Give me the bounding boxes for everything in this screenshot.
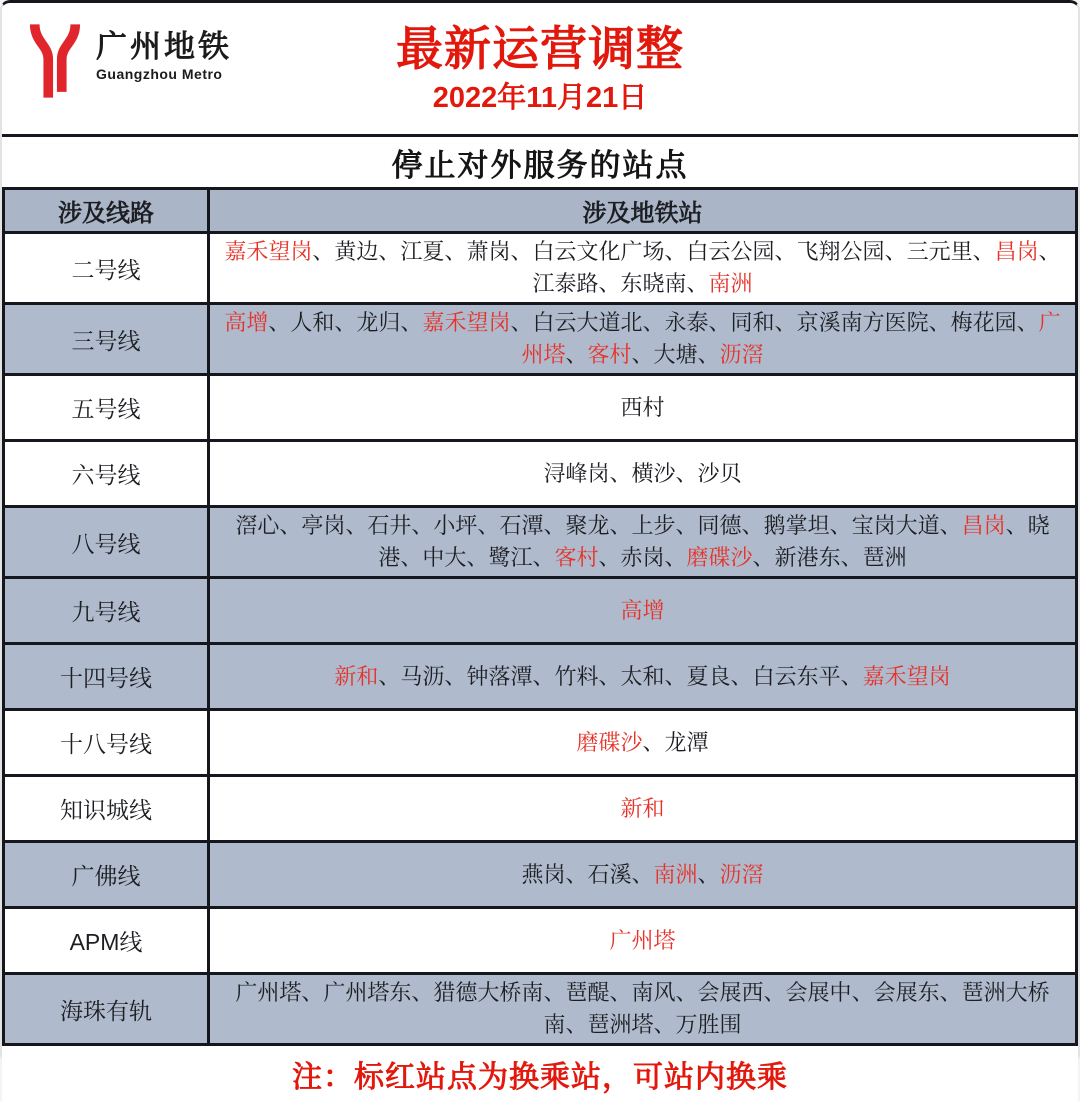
station-name: 白云文化广场 <box>532 239 665 264</box>
station-name: 人和 <box>290 310 335 335</box>
station-name: 中大 <box>422 545 467 570</box>
transfer-station-name: 新和 <box>620 795 665 821</box>
station-name: 太和 <box>620 663 665 689</box>
station-name: 滘心 <box>235 513 280 538</box>
table-row <box>4 441 1077 507</box>
line-name-cell: 海珠有轨 <box>4 974 209 1045</box>
station-name: 会展西 <box>697 980 764 1005</box>
line-name-cell: 十八号线 <box>4 710 209 776</box>
station-name: 龙潭 <box>664 729 709 755</box>
station-name: 万胜围 <box>675 1012 742 1037</box>
station-name: 广州塔 <box>235 980 302 1005</box>
stations-cell: 高增、人和、龙归、嘉禾望岗、白云大道北、永泰、同和、京溪南方医院、梅花园、广州塔、客村、大塘、沥滘 <box>209 304 1077 375</box>
line-name-cell: 五号线 <box>4 375 209 441</box>
station-name: 猎德大桥南 <box>433 980 544 1005</box>
transfer-station-name: 广州塔 <box>521 310 1061 367</box>
transfer-station-name: 高增 <box>224 310 269 335</box>
stations-cell: 浔峰岗、横沙、沙贝 <box>209 441 1077 507</box>
transfer-station-name: 昌岗 <box>994 239 1039 264</box>
station-name: 江泰路 <box>532 271 599 296</box>
station-name: 会展东 <box>873 980 940 1005</box>
column-header-stations: 涉及地铁站 <box>209 189 1077 233</box>
line-name-cell: 二号线 <box>4 233 209 304</box>
transfer-station-name: 嘉禾望岗 <box>224 239 313 264</box>
station-name: 鹭江 <box>488 545 533 570</box>
stations-cell <box>209 578 1077 644</box>
table-row <box>4 233 1077 304</box>
station-name: 同和 <box>730 310 775 335</box>
table-row <box>4 974 1077 1045</box>
line-name-cell: 十四号线 <box>4 644 209 710</box>
transfer-station-name: 嘉禾望岗 <box>862 663 951 689</box>
section-title: 停止对外服务的站点 <box>391 147 689 183</box>
station-name: 马沥 <box>400 663 445 689</box>
table-row <box>4 908 1077 974</box>
stations-cell: 嘉禾望岗、黄边、江夏、萧岗、白云文化广场、白云公园、飞翔公园、三元里、昌岗、江泰路、东晓南、南洲 <box>209 233 1077 304</box>
table-row <box>4 776 1077 842</box>
transfer-station-name: 沥滘 <box>719 861 764 887</box>
table-row <box>4 578 1077 644</box>
station-name: 燕岗 <box>521 861 566 887</box>
station-name: 江夏 <box>400 239 445 264</box>
transfer-station-name: 高增 <box>620 597 665 623</box>
line-name-cell: 九号线 <box>4 578 209 644</box>
station-name: 京溪南方医院 <box>796 310 929 335</box>
station-name: 东晓南 <box>620 271 687 296</box>
station-name: 三元里 <box>906 239 973 264</box>
transfer-station-name: 沥滘 <box>719 342 764 367</box>
table-row <box>4 375 1077 441</box>
station-name: 南风 <box>631 980 676 1005</box>
stations-cell: 新和、马沥、钟落潭、竹料、太和、夏良、白云东平、嘉禾望岗 <box>209 644 1077 710</box>
station-name: 小坪 <box>433 513 478 538</box>
station-name: 竹料 <box>554 663 599 689</box>
transfer-station-name: 磨碟沙 <box>686 545 753 570</box>
station-name: 琶洲塔 <box>587 1012 654 1037</box>
station-name: 琶洲 <box>862 545 907 570</box>
transfer-station-name: 南洲 <box>708 271 753 296</box>
station-name: 浔峰岗 <box>543 460 610 486</box>
station-name: 夏良 <box>686 663 731 689</box>
station-name: 琶洲大桥南 <box>543 980 1050 1037</box>
stations-cell: 滘心、亭岗、石井、小坪、石潭、聚龙、上步、同德、鹅掌坦、宝岗大道、昌岗、晓港、中大、鹭江、客村、赤岗、磨碟沙、新港东、琶洲 <box>209 507 1077 578</box>
table-row <box>4 304 1077 375</box>
page-title: 最新运营调整 <box>396 22 684 75</box>
date-label: 2022年11月21日 <box>432 82 648 114</box>
station-name: 上步 <box>631 513 676 538</box>
stations-table <box>2 187 1078 1046</box>
poster-header <box>2 3 1078 137</box>
station-name: 白云东平 <box>752 663 841 689</box>
table-header-row <box>4 189 1077 233</box>
station-name: 沙贝 <box>697 460 742 486</box>
station-name: 钟落潭 <box>466 663 533 689</box>
transfer-station-name: 广州塔 <box>609 927 676 953</box>
column-header-lines: 涉及线路 <box>4 189 209 233</box>
stations-cell: 磨碟沙、龙潭 <box>209 710 1077 776</box>
section-bar <box>2 137 1078 187</box>
station-name: 亭岗 <box>301 513 346 538</box>
stations-cell <box>209 908 1077 974</box>
station-name: 萧岗 <box>466 239 511 264</box>
station-name: 宝岗大道 <box>851 513 940 538</box>
table-row <box>4 644 1077 710</box>
station-name: 琶醍 <box>565 980 610 1005</box>
station-name: 同德 <box>697 513 742 538</box>
station-name: 石溪 <box>587 861 632 887</box>
stations-cell <box>209 776 1077 842</box>
station-name: 白云公园 <box>686 239 775 264</box>
line-name-cell: APM线 <box>4 908 209 974</box>
stations-cell: 燕岗、石溪、南洲、沥滘 <box>209 842 1077 908</box>
transfer-station-name: 客村 <box>587 342 632 367</box>
station-name: 晓港 <box>378 513 1050 570</box>
station-name: 龙归 <box>356 310 401 335</box>
station-name: 梅花园 <box>950 310 1017 335</box>
station-name: 大塘 <box>653 342 698 367</box>
line-name-cell: 八号线 <box>4 507 209 578</box>
station-name: 石井 <box>367 513 412 538</box>
logo-en-label: Guangzhou Metro <box>96 66 223 82</box>
station-name: 飞翔公园 <box>796 239 885 264</box>
station-name: 新港东 <box>774 545 841 570</box>
station-name: 白云大道北 <box>532 310 643 335</box>
stations-cell: 广州塔、广州塔东、猎德大桥南、琶醍、南风、会展西、会展中、会展东、琶洲大桥南、琶洲塔、万胜围 <box>209 974 1077 1045</box>
line-name-cell: 广佛线 <box>4 842 209 908</box>
table-row <box>4 710 1077 776</box>
note-text: 注：标红站点为换乘站，可站内换乘 <box>292 1060 788 1094</box>
station-name: 赤岗 <box>620 545 665 570</box>
table-body <box>4 233 1077 1045</box>
table-row <box>4 842 1077 908</box>
station-name: 横沙 <box>631 460 676 486</box>
transfer-station-name: 磨碟沙 <box>576 729 643 755</box>
line-name-cell: 六号线 <box>4 441 209 507</box>
note-bar <box>2 1046 1078 1101</box>
station-name: 会展中 <box>785 980 852 1005</box>
title-block <box>2 23 1078 117</box>
stations-cell <box>209 375 1077 441</box>
logo-cn-label: 广州地铁 <box>96 29 232 64</box>
station-name: 西村 <box>620 394 665 420</box>
station-name: 石潭 <box>499 513 544 538</box>
line-name-cell: 知识城线 <box>4 776 209 842</box>
station-name: 聚龙 <box>565 513 610 538</box>
station-name: 永泰 <box>664 310 709 335</box>
transfer-station-name: 南洲 <box>653 861 698 887</box>
transfer-station-name: 昌岗 <box>961 513 1006 538</box>
station-name: 广州塔东 <box>323 980 412 1005</box>
transfer-station-name: 嘉禾望岗 <box>422 310 511 335</box>
station-name: 黄边 <box>334 239 379 264</box>
table-row <box>4 507 1077 578</box>
transfer-station-name: 新和 <box>334 663 379 689</box>
station-name: 鹅掌坦 <box>763 513 830 538</box>
transfer-station-name: 客村 <box>554 545 599 570</box>
line-name-cell: 三号线 <box>4 304 209 375</box>
